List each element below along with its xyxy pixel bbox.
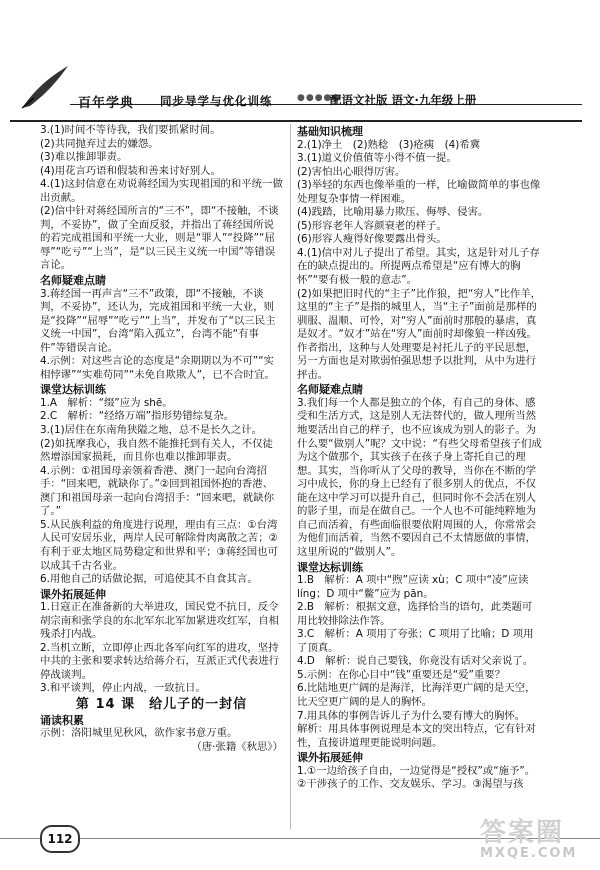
answer-line: 3.和平谈判，停止内战，一致抗日。 (40, 682, 206, 695)
answer-line: (4)用花言巧语和假装和善来讨好别人。 (40, 164, 221, 177)
book-brand: 百年学典 (78, 96, 135, 111)
answer-line: (3)难以推卸罪责。 (40, 151, 128, 164)
answer-line: 7.用具体的事例告诉儿子为什么要有博大的胸怀。 (297, 709, 526, 722)
answer-line: (4)践踏，比喻用暴力欺压、侮辱、侵害。 (297, 206, 489, 219)
answer-line: 4.示例：①祖国母亲领着香港、澳门一起向台湾招手：“回来吧，就缺你了。”②回到祖国怀抱的香港、澳门和祖国母亲一起向台湾招手：“回来吧，就缺你了。” (40, 464, 274, 518)
answer-line: 2.(1)净土 (2)熟稔 (3)疮痍 (4)希冀 (297, 138, 481, 151)
answer-line: 5.从民族利益的角度进行说理，理由有三点：①台湾人民可安居乐业，两岸人民可解除骨肉离散之苦；②有利于亚太地区局势稳定和世界和平；③蒋经国也可以成其千古名业。 (40, 518, 278, 572)
answer-line: 3.我们每一个人都是独立的个体，有自己的身体、感受和生活方式，这是别人无法替代的，做人理所当然地要活出自己的样子，也不应该成为别人的影子。为什么要“做别人”呢？文中说：“有些父母希望孩子们成为这个做那个，其实孩子在孩子身上寄托自己的理想。其实，当你听从了父母的教导，当你在不断的学习中成长，你的身上已经有了很多别人的优点，不仅能在这中学习可以提升自己，但同时你不会活在别人的影子里，而是在做自己。一个人也不可能纯粹地为自己而活着，有些面临很要依附周围的人，你常常会为他们而活着，当然不要因自己不太情愿做的事情，这里所说的“做别人”。 (297, 396, 542, 558)
header-rule-top (70, 104, 582, 105)
page-number: 112 (40, 825, 80, 853)
section-heading: 课堂达标训练 (297, 560, 363, 574)
answer-line: 1.①一边给孩子自由，一边觉得是“授权”或“施予”。②干涉孩子的工作、交友娱乐、学习。③渴望与孩 (297, 764, 536, 791)
answer-line: (2)如果把旧时代的“主子”比作狼，把“穷人”比作羊，这里的“主子”是指的城里人，当“主子”面前是那样的驯服、温顺、可怜，对“穷人”面前时那般的暴虐，真是奴才。“奴才”站在“穷人”面前时却像狼一样凶残。作者指出，这种与人处理要是衬托儿子的平民思想，另一方面也是对欺弱怕强思想予以批判，从中为进行抨击。 (297, 287, 542, 381)
answer-line: 3.(1)道义价值值等小得不值一提。 (297, 152, 457, 165)
answer-line: (2)如抚摩我心，我自然不能推托到有关人，不仅徒然增添国家损耗，而且你也难以推卸罪责。 (40, 437, 273, 464)
answer-line: 2.B 解析：根据文意，选择恰当的语句，此类题可用比较排除法作答。 (297, 601, 533, 627)
watermark-logo: 答案圈 (480, 818, 565, 848)
answer-line: 3.(1)居住在东南角狭隘之地，总不是长久之计。 (40, 424, 263, 437)
answer-line: (6)形容人瘦得好像要露出骨头。 (297, 233, 447, 246)
decorative-dots: ●●●●● (297, 93, 342, 103)
quill-pen-icon (18, 62, 78, 116)
lesson-title: 第 14 课 给儿子的一封信 (75, 696, 248, 712)
left-column (40, 124, 283, 754)
answer-line: 1.B 解析：A 项中“煦”应读 xù；C 项中“凌”应读 líng；D 项中“鳖”应为 pān。 (297, 574, 529, 600)
column-divider (290, 124, 291, 829)
answer-line: 2.C 解析：“经络万端”指形势错综复杂。 (40, 410, 235, 423)
answer-line: 解析：用具体事例说理是本文的突出特点，它有针对性，直接讲道理更能说明问题。 (297, 723, 536, 749)
answer-line: 6.用他自己的话做论据，可追使其不自食其言。 (40, 573, 258, 586)
answer-line: (2)共同抛弃过去的嫌怨。 (40, 137, 159, 150)
answer-line: 1.A 解析：“缀”应为 shē。 (40, 396, 173, 409)
edition-label: 配语文社版 语文·九年级上册 (330, 93, 477, 107)
answer-line: 6.比陆地更广阔的是海洋，比海洋更广阔的是天空，比天空更广阔的是人的胸怀。 (297, 682, 536, 708)
poem-source: （唐·张籍《秋思》） (191, 740, 283, 753)
answer-line: 4.D 解析：说自己要钱，你竟没有话对父亲说了。 (297, 655, 534, 668)
section-heading: 名师疑难点睛 (40, 274, 106, 288)
section-heading: 课外拓展延伸 (40, 587, 106, 601)
answer-line: 3.(1)时间不等待我，我们要抓紧时间。 (40, 124, 221, 136)
book-tagline: 同步导学与优化训练 (160, 94, 273, 108)
answer-line: 4.(1)信中对儿子提出了希望。其实，这是针对儿子存在的缺点提出的。所提两点希望是“应有博大的胸怀”“要有极一般的意志”。 (297, 246, 540, 287)
header-rule-bottom (10, 120, 582, 122)
section-heading: 基础知识梳理 (297, 125, 363, 138)
answer-line: 3.C 解析：A 项用了夸张；C 项用了比喻；D 项用了顶真。 (297, 628, 534, 654)
answer-line: 4.(1)这封信意在劝说蒋经国为实现祖国的和平统一做出贡献。 (40, 178, 283, 204)
answer-line: (3)举轻的东西也像举重的一样，比喻做简单的事也像处理复杂事情一样困难。 (297, 179, 541, 205)
section-heading: 课堂达标训练 (40, 383, 106, 397)
answer-line: 示例：洛阳城里见秋风，欲作家书意万重。 (40, 727, 238, 740)
answer-line: (2)害怕出心眼得厉害。 (297, 165, 406, 178)
answer-line: (5)形容老年人容颜衰老的样子。 (297, 219, 447, 232)
section-heading: 诵读积累 (40, 713, 84, 727)
watermark-url: MXQE.COM (480, 846, 578, 861)
answer-line: 4.示例：对这些言论的态度是“余期期以为不可”“实相悖谬”“实难苟同”“未免自欺欺人”，已不合时宜。 (40, 355, 275, 381)
answer-line: 5.示例：在你心目中“钱”重要还是“爱”重要？ (297, 668, 506, 681)
answer-line: (2)信中针对蒋经国所言的“三不”，即“不接触，不谈判，不妥协”，做了全面反驳，并指出了蒋经国所说的若完成祖国和平统一大业，则是“罪人”“投降”“屈辱”“吃亏”“上当”，是“以三民主义统一中国”等错误言论。 (40, 205, 279, 272)
answer-line: 3.蒋经国一再声言“三不”政策，即“不接触，不谈判，不妥协”，还认为，完成祖国和平统一大业，则是“投降”“屈辱”“吃亏”“上当”，并发布了“以三民主义统一中国”，台湾“陷入孤立”，台湾不能“有事件”等错误言论。 (40, 287, 276, 354)
section-heading: 课外拓展延伸 (297, 751, 363, 765)
answer-line: 1.日寇正在准备新的大举进攻，国民党不抗日，反令胡宗南和张学良的东北军东北军加紧进攻红军，自相残杀打内战。 (40, 601, 279, 641)
section-heading: 名师疑难点睛 (297, 383, 363, 397)
answer-line: 2.当机立断，立即停止西北各军向红军的进攻，坚持中共的主张和要求转达给蒋介石，互派正式代表进行停战谈判。 (40, 641, 279, 681)
right-column (297, 124, 542, 792)
